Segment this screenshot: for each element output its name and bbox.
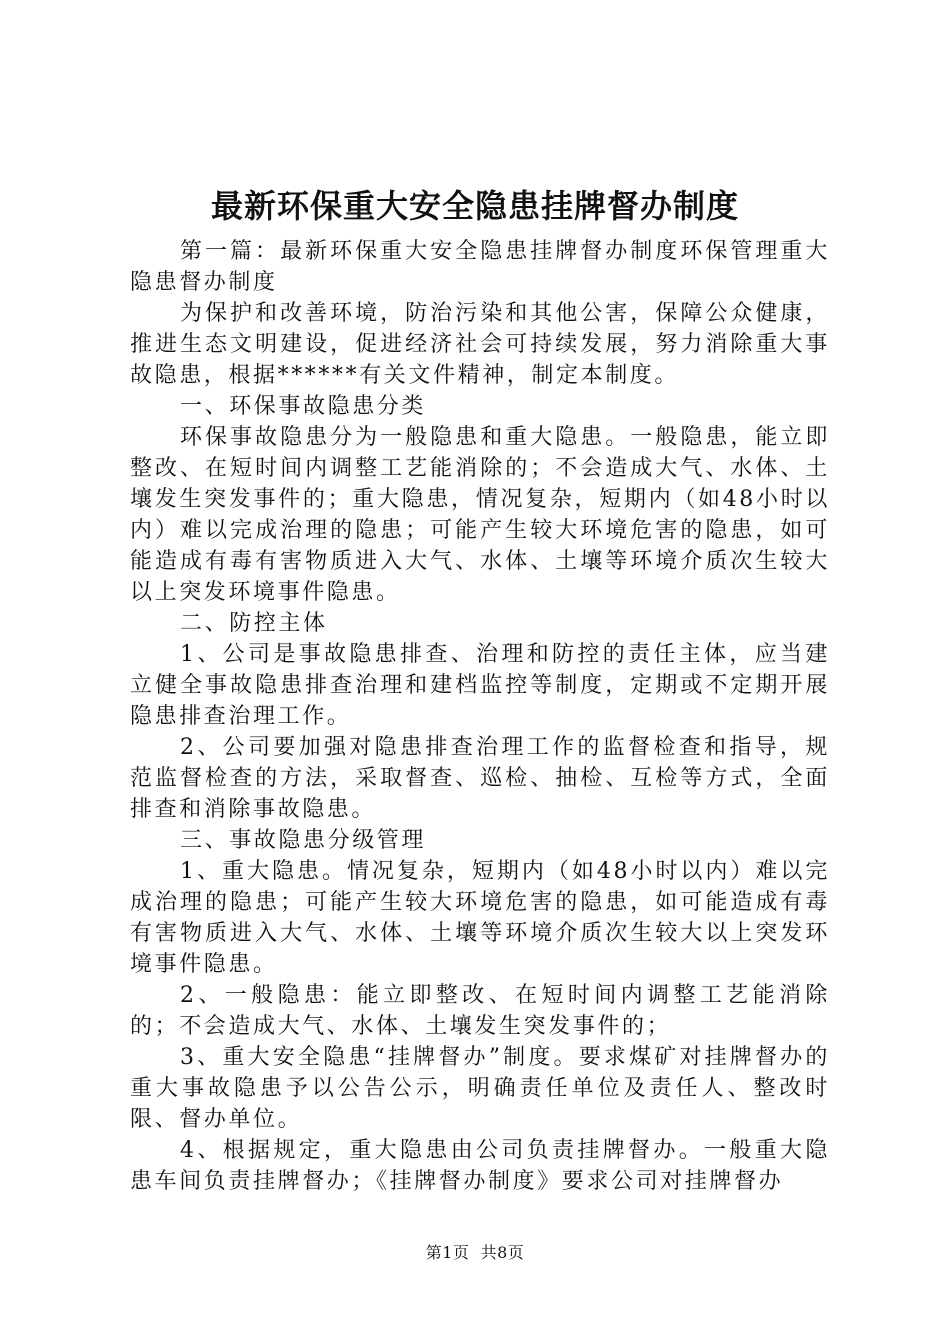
section-heading-2: 二、防控主体 [180,611,328,636]
footer-spacer [469,1243,480,1262]
paragraph-classification: 环保事故隐患分为一般隐患和重大隐患。一般隐患，能立即整改、在短时间内调整工艺能消除的；不会造成大气、水体、土壤发生突发事件的；重大隐患，情况复杂，短期内（如48小时以内）难以完成治理的隐患；可能产生较大环境危害的隐患，如可能造成有毒有害物质进入大气、水体、土壤等环境介质次生较大以上突发环境事件隐患。 [130,425,830,605]
paragraph-grade-3: 3、重大安全隐患“挂牌督办”制度。要求煤矿对挂牌督办的重大事故隐患予以公告公示，明确责任单位及责任人、整改时限、督办单位。 [130,1045,830,1132]
paragraph-control-2: 2、公司要加强对隐患排查治理工作的监督检查和指导，规范监督检查的方法，采取督查、巡检、抽检、互检等方式，全面排查和消除事故隐患。 [130,735,830,822]
paragraph-grade-2: 2、一般隐患：能立即整改、在短时间内调整工艺能消除的；不会造成大气、水体、土壤发生突发事件的； [130,983,830,1039]
paragraph-control-1: 1、公司是事故隐患排查、治理和防控的责任主体，应当建立健全事故隐患排查治理和建档监控等制度，定期或不定期开展隐患排查治理工作。 [130,642,830,729]
section-heading-3: 三、事故隐患分级管理 [180,828,427,853]
section-heading-1: 一、环保事故隐患分类 [180,394,427,419]
document-title: 最新环保重大安全隐患挂牌督办制度 [210,187,739,225]
page-total: 共8页 [480,1243,525,1262]
page-footer [0,1242,950,1264]
paragraph-intro-title: 第一篇：最新环保重大安全隐患挂牌督办制度环保管理重大隐患督办制度 [130,239,830,295]
paragraph-purpose: 为保护和改善环境，防治污染和其他公害，保障公众健康，推进生态文明建设，促进经济社会可持续发展，努力消除重大事故隐患，根据******有关文件精神，制定本制度。 [130,301,830,388]
paragraph-grade-4: 4、根据规定，重大隐患由公司负责挂牌督办。一般重大隐患车间负责挂牌督办；《挂牌督办制度》要求公司对挂牌督办 [130,1138,830,1194]
paragraph-grade-1: 1、重大隐患。情况复杂，短期内（如48小时以内）难以完成治理的隐患；可能产生较大环境危害的隐患，如可能造成有毒有害物质进入大气、水体、土壤等环境介质次生较大以上突发环境事件隐患。 [130,859,830,977]
document-body [130,236,830,1197]
page-number: 第1页 [425,1243,470,1262]
